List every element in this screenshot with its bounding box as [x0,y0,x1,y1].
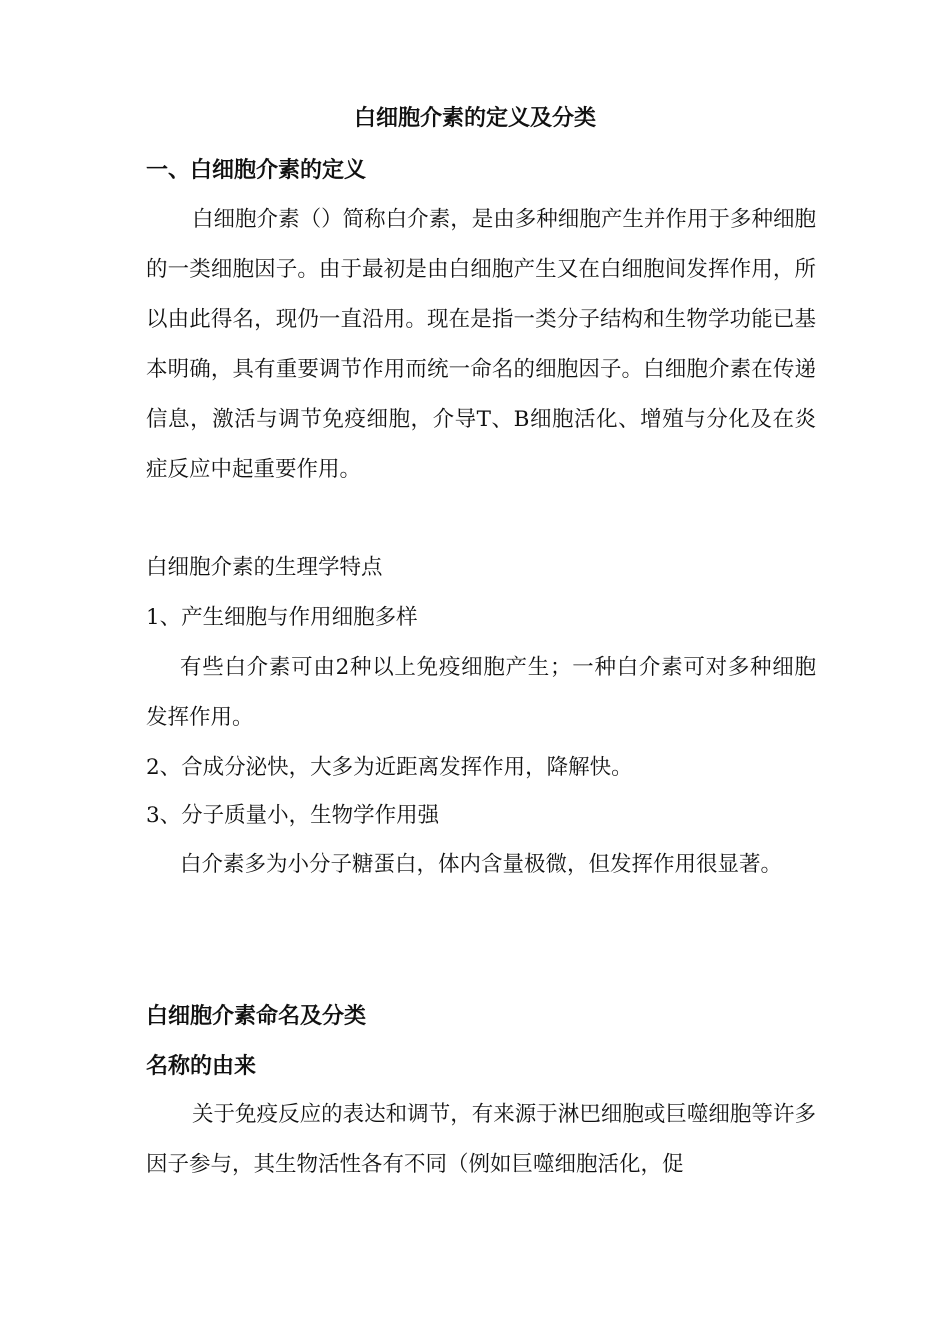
name-origin-heading: 名称的由来 [146,1053,257,1079]
feature-3-text: 白介素多为小分子糖蛋白，体内含量极微，但发挥作用很显著。 [180,852,783,877]
section-heading-definition: 一、白细胞介素的定义 [146,157,367,183]
feature-1-text: 有些白介素可由2种以上免疫细胞产生；一种白介素可对多种细胞发挥作用。 [146,655,816,730]
feature-2-title: 2、合成分泌快，大多为近距离发挥作用，降解快。 [146,755,633,780]
features-heading: 白细胞介素的生理学特点 [146,555,383,580]
naming-classification-heading: 白细胞介素命名及分类 [146,1003,367,1029]
document-title: 白细胞介素的定义及分类 [353,105,596,131]
feature-3-title: 3、分子质量小，生物学作用强 [146,803,440,828]
feature-1-title: 1、产生细胞与作用细胞多样 [146,605,418,630]
name-origin-paragraph: 关于免疫反应的表达和调节，有来源于淋巴细胞或巨噬细胞等许多因子参与，其生物活性各有不同（例如巨噬细胞活化，促 [146,1102,816,1177]
definition-paragraph: 白细胞介素（）简称白介素，是由多种细胞产生并作用于多种细胞的一类细胞因子。由于最初是由白细胞产生又在白细胞间发挥作用，所以由此得名，现仍一直沿用。现在是指一类分子结构和生物学功能已基本明确，具有重要调节作用而统一命名的细胞因子。白细胞介素在传递信息，激活与调节免疫细胞，介导T、B细胞活化、增殖与分化及在炎症反应中起重要作用。 [146,207,816,482]
